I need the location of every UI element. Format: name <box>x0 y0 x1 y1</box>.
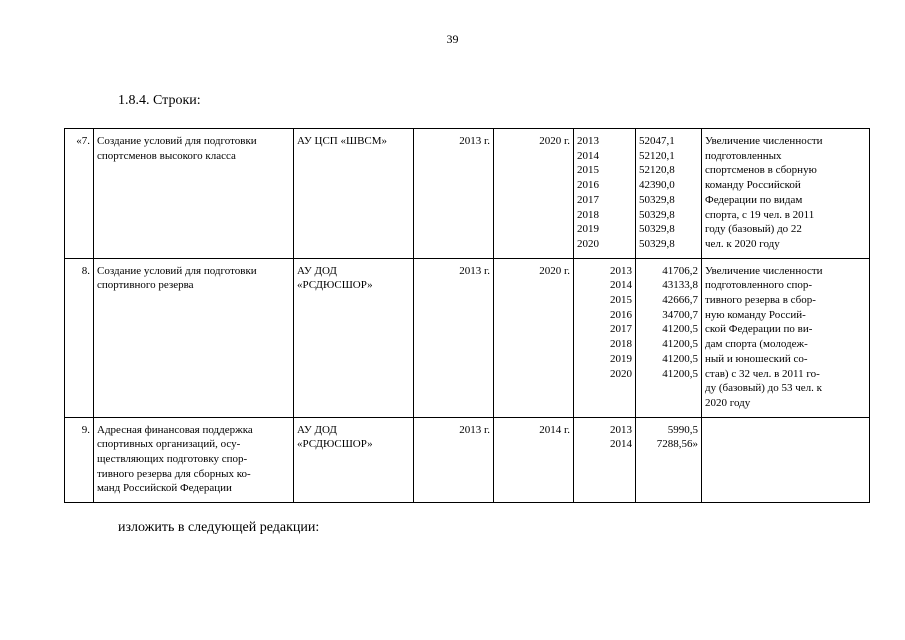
amount-value: 50329,8 <box>639 237 675 250</box>
start-year: 2013 г. <box>414 258 494 417</box>
executor <box>294 417 414 503</box>
start-year: 2013 г. <box>414 129 494 259</box>
cell-line: спортивного резерва <box>97 279 194 292</box>
year-value: 2013 <box>610 423 632 436</box>
year-value: 2019 <box>577 223 599 236</box>
amount-value: 41200,5 <box>662 323 698 336</box>
amount-value: 42390,0 <box>639 179 675 192</box>
cell-line: подготовленных <box>705 149 782 162</box>
year-value: 2014 <box>577 149 599 162</box>
measure-name <box>94 417 294 503</box>
cell-line: Федерации по видам <box>705 193 803 206</box>
year-value: 2016 <box>577 179 599 192</box>
year-value: 2015 <box>577 164 599 177</box>
funding-amounts <box>636 258 702 417</box>
amount-value: 50329,8 <box>639 208 675 221</box>
table-row <box>65 258 870 417</box>
cell-line: ществляющих подготовку спор- <box>97 453 248 466</box>
cell-line: году (базовый) до 22 <box>705 223 802 236</box>
table-row <box>65 417 870 503</box>
year-value: 2014 <box>610 438 632 451</box>
cell-line: АУ ЦСП «ШВСМ» <box>297 135 388 147</box>
cell-line: ную команду Россий- <box>705 308 806 321</box>
amount-value: 7288,56» <box>656 438 698 451</box>
cell-line: АУ ДОД <box>297 264 337 277</box>
cell-line: манд Российской Федерации <box>97 482 232 495</box>
amount-value: 41200,5 <box>662 367 698 380</box>
row-number: 9. <box>65 417 94 503</box>
end-year: 2014 г. <box>494 417 574 503</box>
year-value: 2016 <box>610 308 632 321</box>
year-value: 2018 <box>577 208 599 221</box>
year-value: 2013 <box>577 135 599 147</box>
cell-line: «РСДЮСШОР» <box>297 279 373 292</box>
cell-line: Создание условий для подготовки <box>97 135 257 147</box>
year-value: 2019 <box>610 352 632 365</box>
page-number: 39 <box>446 32 459 46</box>
amount-value: 42666,7 <box>662 294 698 307</box>
amendment-table <box>64 128 870 503</box>
cell-line: тивного резерва в сбор- <box>705 294 816 307</box>
cell-line: спортсменов высокого класса <box>97 149 236 162</box>
amount-value: 41200,5 <box>662 338 698 351</box>
amount-value: 41200,5 <box>662 352 698 365</box>
cell-line: Увеличение численности <box>705 135 823 147</box>
cell-line: подготовленного спор- <box>705 279 813 292</box>
amount-value: 41706,2 <box>662 264 698 277</box>
measure-name <box>94 129 294 259</box>
amount-value: 52120,1 <box>639 149 675 162</box>
cell-line: чел. к 2020 году <box>705 237 780 250</box>
cell-line: став) с 32 чел. в 2011 го- <box>705 367 820 380</box>
year-value: 2017 <box>577 193 599 206</box>
cell-line: спортсменов в сборную <box>705 164 817 177</box>
cell-line: ду (базовый) до 53 чел. к <box>705 382 822 395</box>
cell-line: Адресная финансовая поддержка <box>97 423 253 436</box>
start-year: 2013 г. <box>414 417 494 503</box>
cell-line: спорта, с 19 чел. в 2011 <box>705 208 815 221</box>
cell-line: АУ ДОД <box>297 423 337 436</box>
section-heading: 1.8.4. Строки: <box>118 93 201 108</box>
cell-line: «РСДЮСШОР» <box>297 438 373 451</box>
cell-line: ской Федерации по ви- <box>705 323 813 336</box>
cell-line: Увеличение численности <box>705 264 823 277</box>
funding-years <box>574 258 636 417</box>
funding-years <box>574 129 636 259</box>
amount-value: 34700,7 <box>662 308 698 321</box>
year-value: 2017 <box>610 323 632 336</box>
cell-line: Создание условий для подготовки <box>97 264 257 277</box>
end-year: 2020 г. <box>494 129 574 259</box>
cell-line: команду Российской <box>705 179 801 192</box>
end-year: 2020 г. <box>494 258 574 417</box>
cell-line: дам спорта (молодеж- <box>705 338 808 351</box>
cell-line: 2020 году <box>705 396 751 409</box>
expected-result <box>702 258 870 417</box>
amount-value: 52047,1 <box>639 135 675 147</box>
amount-value: 5990,5 <box>667 423 698 436</box>
cell-line: ный и юношеский со- <box>705 352 808 365</box>
instruction-text: изложить в следующей редакции: <box>118 520 320 535</box>
amount-value: 43133,8 <box>662 279 698 292</box>
executor <box>294 258 414 417</box>
cell-line: тивного резерва для сборных ко- <box>97 467 251 480</box>
amount-value: 52120,8 <box>639 164 675 177</box>
row-number: 8. <box>65 258 94 417</box>
measure-name <box>94 258 294 417</box>
funding-amounts <box>636 129 702 259</box>
amount-value: 50329,8 <box>639 193 675 206</box>
expected-result <box>702 129 870 259</box>
cell-line: спортивных организаций, осу- <box>97 438 241 451</box>
funding-years <box>574 417 636 503</box>
year-value: 2018 <box>610 338 632 351</box>
funding-amounts <box>636 417 702 503</box>
year-value: 2013 <box>610 264 632 277</box>
executor <box>294 129 414 259</box>
row-number: «7. <box>65 129 94 259</box>
table-row <box>65 129 870 259</box>
year-value: 2020 <box>577 237 599 250</box>
amount-value: 50329,8 <box>639 223 675 236</box>
expected-result <box>702 417 870 503</box>
year-value: 2014 <box>610 279 632 292</box>
year-value: 2020 <box>610 367 632 380</box>
year-value: 2015 <box>610 294 632 307</box>
